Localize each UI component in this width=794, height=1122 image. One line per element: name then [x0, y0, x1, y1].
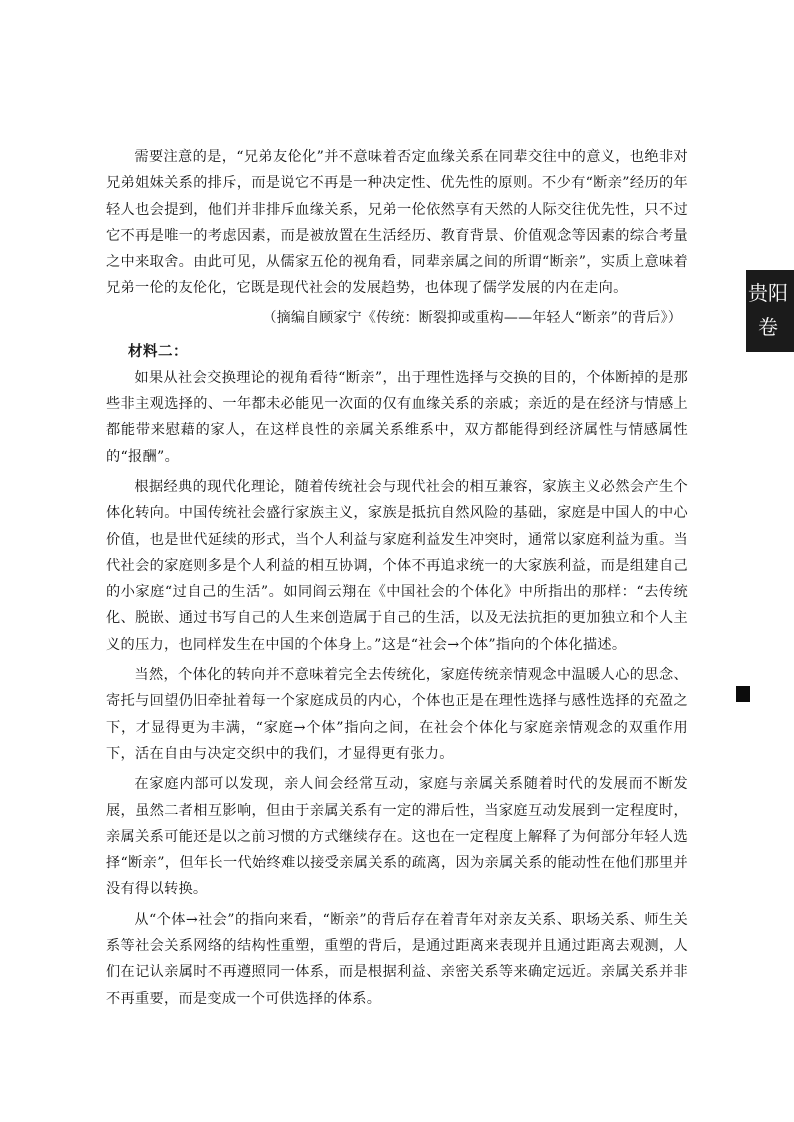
- edition-side-tab: [746, 270, 794, 352]
- paragraph-family-interaction: 在家庭内部可以发现，亲人间会经常互动，家庭与亲属关系随着时代的发展而不断发展，虽然二者相互影响，但由于亲属关系有一定的滞后性，当家庭互动发展到一定程度时，亲属关系可能还是以之前习惯的方式继续存在。这也在一定程度上解释了为何部分年轻人选择“断亲”，但年长一代始终难以接受亲属关系的疏离，因为亲属关系的能动性在他们那里并没有得以转换。: [106, 776, 688, 898]
- paragraph-social-exchange: 如果从社会交换理论的视角看待“断亲”，出于理性选择与交换的目的，个体断掉的是那些非主观选择的、一年都未必能见一次面的仅有血缘关系的亲戚；亲近的是在经济与情感上都能带来慰藉的家人，在这样良性的亲属关系维系中，双方都能得到经济属性与情感属性的“报酬”。: [106, 369, 688, 465]
- paragraph-individual-society: 从“个体→社会”的指向来看，“断亲”的背后存在着青年对亲友关系、职场关系、师生关系等社会关系网络的结构性重塑，重塑的背后，是通过距离来表现并且通过距离去观测，人们在记认亲属时不再遵照同一体系，而是根据利益、亲密关系等来确定远近。亲属关系并非不再重要，而是变成一个可供选择的体系。: [106, 911, 688, 1007]
- material-one-excerpt: [106, 144, 688, 331]
- side-tab-line-2: 卷: [758, 315, 778, 339]
- paragraph-brother-friendship: 需要注意的是，“兄弟友伦化”并不意味着否定血缘关系在同辈交往中的意义，也绝非对兄弟姐妹关系的排斥，而是说它不再是一种决定性、优先性的原则。不少有“断亲”经历的年轻人也会提到，他们并非排斥血缘关系，兄弟一伦依然享有天然的人际交往优先性，只不过它不再是唯一的考虑因素，而是被放置在生活经历、教育背景、价值观念等因素的综合考量之中来取舍。由此可见，从儒家五伦的视角看，同辈亲属之间的所谓“断亲”，实质上意味着兄弟一伦的友伦化，它既是现代社会的发展趋势，也体现了儒学发展的内在走向。: [106, 149, 688, 297]
- paragraph-modernization: 根据经典的现代化理论，随着传统社会与现代社会的相互兼容，家族主义必然会产生个体化转向。中国传统社会盛行家族主义，家族是抵抗自然风险的基础，家庭是中国人的中心价值，也是世代延续的形式，当个人利益与家庭利益发生冲突时，通常以家庭利益为重。当代社会的家庭则多是个人利益的相互协调，个体不再追求统一的大家族利益，而是组建自己的小家庭“过自己的生活”。如同阎云翔在《中国社会的个体化》中所指出的那样：“去传统化、脱嵌、通过书写自己的人生来创造属于自己的生活，以及无法抗拒的更加独立和个人主义的压力，也同样发生在中国的个体身上。”这是“社会→个体”指向的个体化描述。: [106, 478, 688, 653]
- black-square-marker: [736, 686, 750, 702]
- side-tab-line-1: 贵阳: [748, 281, 788, 305]
- document-body: [106, 144, 688, 1012]
- material-two-heading: 材料二：: [128, 342, 188, 360]
- source-citation: （摘编自顾家宁《传统：断裂抑或重构——年轻人“断亲”的背后》）: [262, 309, 682, 326]
- material-two: [106, 339, 688, 1012]
- paragraph-tradition: 当然，个体化的转向并不意味着完全去传统化，家庭传统亲情观念中温暖人心的思念、寄托与回望仍旧牵扯着每一个家庭成员的内心，个体也正是在理性选择与感性选择的充盈之下，才显得更为丰满，“家庭→个体”指向之间，在社会个体化与家庭亲情观念的双重作用下，活在自由与决定交织中的我们，才显得更有张力。: [106, 667, 688, 762]
